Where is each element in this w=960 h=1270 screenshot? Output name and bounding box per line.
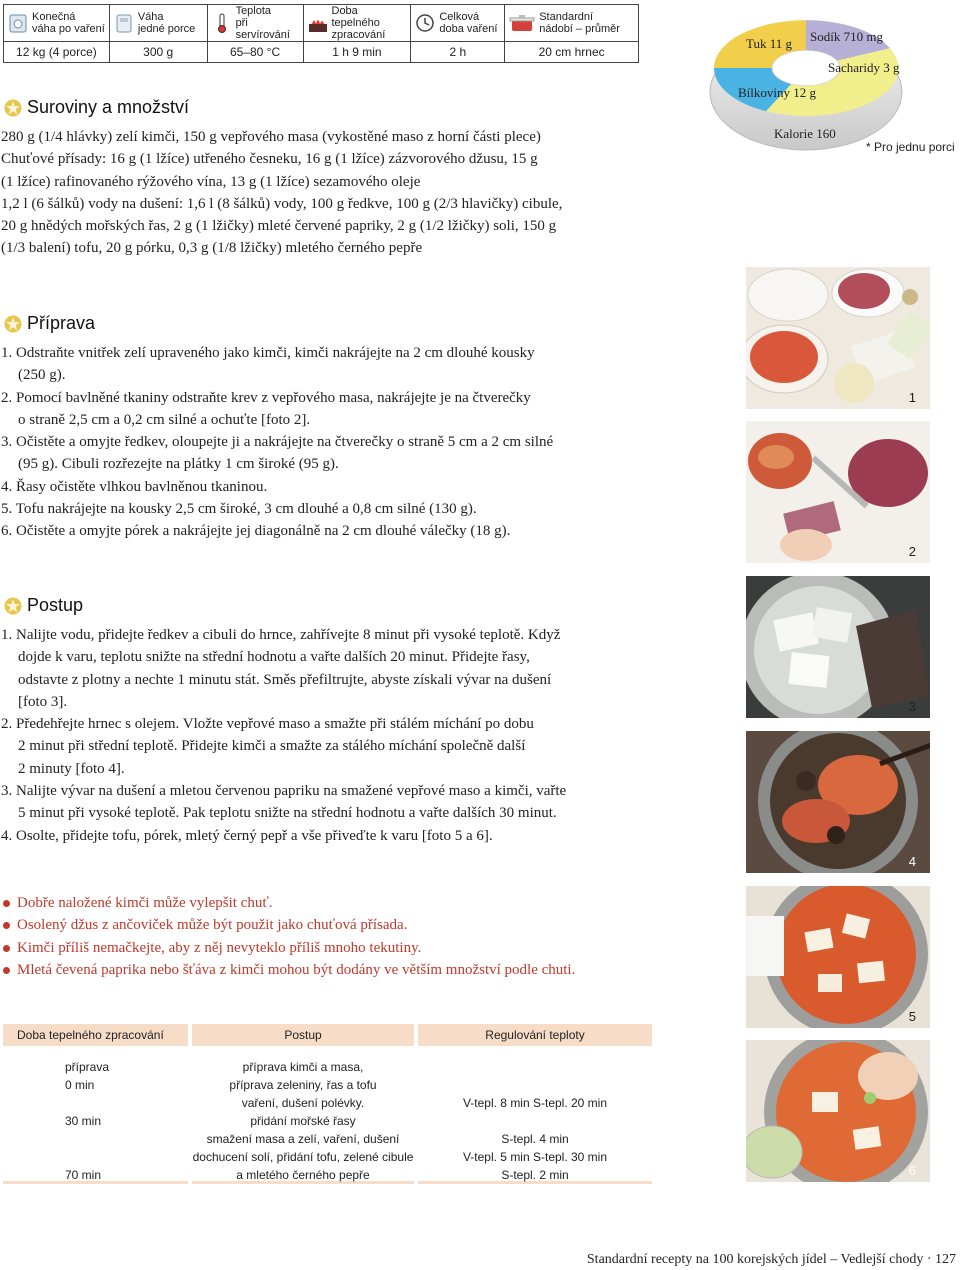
step-first-line: 5. Tofu nakrájejte na kousky 2,5 cm široké, 3 cm dlouhé a 0,8 cm silné (130 g). (1, 501, 477, 518)
procedure-step (1, 624, 656, 713)
info-header-cell (303, 5, 411, 42)
nutrition-carbs: Sacharidy 3 g (828, 60, 900, 75)
photo-number: 3 (908, 699, 916, 714)
photo-number: 4 (908, 854, 916, 869)
info-value-cell: 65–80 °C (207, 42, 303, 63)
ingredients-title: Suroviny a množství (27, 97, 190, 117)
ingredients-line: 1,2 l (6 šálků) vody na dušení: 1,6 l (8 šálků) vody, 100 g ředkve, 100 g (2/3 hlavičky) cibule, (1, 195, 563, 212)
procedure-steps (1, 624, 656, 847)
tip-item: Kimči příliš nemačkejte, aby z něj nevyteklo příliš mnoho tekutiny. (3, 937, 663, 959)
preparation-step (1, 387, 656, 432)
schedule-time-cell: 0 min (65, 1078, 95, 1092)
photo-number: 5 (908, 1009, 916, 1024)
tip-item: Dobře naložené kimči může vylepšit chuť. (3, 892, 663, 914)
info-label-line2: doba vaření (439, 23, 498, 35)
info-label-line2: váha po vaření (32, 23, 105, 35)
photo-2-cutting-pork (746, 421, 930, 563)
info-label-line2: jedné porce (137, 23, 196, 35)
info-label-line2: zpracování (331, 29, 386, 41)
flame-icon (308, 12, 328, 34)
ingredients-line: (1 lžíce) rafinovaného rýžového vína, 13 g (1 lžíce) sezamového oleje (1, 173, 421, 190)
ingredients-line: 20 g hnědých mořských řas, 2 g (1 lžičky) mleté červené papriky, 2 g (1/2 lžičky) soli, 150 g (1, 218, 557, 235)
info-value-cell: 300 g (109, 42, 207, 63)
ingredients-heading (4, 97, 189, 118)
info-header-cell (411, 5, 505, 42)
info-label-line1: Standardní (539, 11, 594, 23)
step-continuation-line: 5 minut při vysoké teplotě. Pak teplotu snižte na střední hodnotu a vařte dalších 30 minut. (18, 805, 557, 822)
schedule-header-steps: Postup (192, 1024, 414, 1046)
photo-number: 6 (908, 1163, 916, 1178)
step-continuation-line: 2 minut při střední teplotě. Přidejte kimči a smažte za stálého míchání společně další (18, 738, 526, 755)
schedule-col-temp (418, 1024, 652, 1184)
step-first-line: 2. Pomocí bavlněné tkaniny odstraňte krev z vepřového masa, nakrájejte je na čtverečky (1, 389, 531, 406)
preparation-title: Příprava (27, 313, 96, 333)
nutrition-protein: Bílkoviny 12 g (738, 85, 817, 100)
schedule-header-time: Doba tepelného zpracování (3, 1024, 188, 1046)
preparation-step (1, 431, 656, 476)
info-label-line1: Doba tepelného (331, 5, 380, 29)
info-label-line1: Váha (137, 11, 164, 23)
ingredients-line: 280 g (1/4 hlávky) zelí kimči, 150 g vepřového masa (vykostěné maso z horní části plece) (1, 129, 541, 145)
step-first-line: 1. Nalijte vodu, přidejte ředkev a cibuli do hrnce, zahřívejte 8 minut při vysoké teplotě. Když (1, 627, 561, 643)
schedule-temp-cell: S-tepl. 2 min (501, 1168, 569, 1182)
photo-number: 2 (908, 544, 916, 559)
preparation-step (1, 498, 656, 520)
procedure-title: Postup (27, 595, 84, 615)
photo-3-broth (746, 576, 930, 718)
photo-6-adding-leek (746, 1040, 930, 1182)
info-label-line1: Teplota (235, 5, 272, 17)
nutrition-fat: Tuk 11 g (746, 36, 793, 51)
info-value-cell: 2 h (411, 42, 505, 63)
step-first-line: 6. Očistěte a omyjte pórek a nakrájejte jej diagonálně na 2 cm dlouhé válečky (18 g). (1, 523, 511, 540)
step-first-line: 2. Předehřejte hrnec s olejem. Vložte vepřové maso a smažte při stálém míchání po dobu (1, 716, 534, 733)
tips-list (3, 892, 663, 981)
flower-bullet-icon (4, 597, 22, 615)
step-continuation-line: odstavte z plotny a nechte 1 minutu stát. Směs přefiltrujte, abyste získali vývar na dušení (18, 671, 552, 688)
schedule-time-cell: příprava (65, 1060, 110, 1074)
preparation-heading (4, 313, 95, 334)
photo-1-ingredients (746, 267, 930, 409)
schedule-step-cell: vaření, dušení polévky. (241, 1096, 365, 1110)
nutrition-calories: Kalorie 160 (774, 126, 836, 141)
procedure-heading (4, 595, 83, 616)
schedule-step-cell: přidání mořské řasy (250, 1114, 356, 1128)
schedule-col-steps (192, 1024, 414, 1184)
schedule-step-cell: a mletého černého pepře (236, 1168, 370, 1182)
ingredients-text (1, 126, 656, 260)
info-header-cell (505, 5, 639, 42)
preparation-step (1, 520, 656, 542)
schedule-step-cell: příprava zeleniny, řas a tofu (229, 1078, 377, 1092)
tip-item: Mletá čevená paprika nebo šťáva z kimči mohou být dodány ve větším množství podle chuti. (3, 959, 663, 981)
step-first-line: 4. Řasy očistěte vlhkou bavlněnou tkaninou. (1, 478, 268, 495)
cooking-schedule-table (3, 1024, 652, 1184)
info-header-cell (207, 5, 303, 42)
step-first-line: 1. Odstraňte vnitřek zelí upraveného jako kimči, kimči nakrájejte na 2 cm dlouhé kousky (1, 345, 535, 361)
preparation-steps (1, 342, 656, 543)
per-portion-note: * Pro jednu porci (866, 140, 955, 154)
tip-item: Osolený džus z ančoviček může být použit jako chuťová přísada. (3, 914, 663, 936)
info-label-line2: nádobí – průměr (539, 23, 620, 35)
flower-bullet-icon (4, 315, 22, 333)
schedule-time-cell: 70 min (65, 1168, 102, 1182)
step-first-line: 3. Nalijte vývar na dušení a mletou červenou papriku na smažené vepřové maso a kimči, vařte (1, 783, 567, 800)
photo-4-frying (746, 731, 930, 873)
preparation-step (1, 476, 656, 498)
schedule-time-cell: 30 min (65, 1114, 102, 1128)
ingredients-line: (1/3 balení) tofu, 20 g pórku, 0,3 g (1/8 lžičky) mletého černého pepře (1, 240, 423, 257)
clock-icon (415, 12, 435, 34)
step-continuation-line: dojde k varu, teplotu snižte na střední hodnotu a vařte dalších 20 minut. Přidejte řasy, (18, 649, 530, 666)
info-label-line2: při servírování (235, 17, 290, 41)
procedure-step (1, 713, 656, 780)
step-first-line: 3. Očistěte a omyjte ředkev, oloupejte ji a nakrájejte na čtverečky o straně 5 cm a 2 cm silné (1, 434, 554, 451)
scale-icon (8, 12, 28, 34)
step-continuation-line: 2 minuty [foto 4]. (18, 760, 125, 777)
thermometer-icon (212, 12, 232, 34)
info-header-cell (109, 5, 207, 42)
step-continuation-line: (95 g). Cibuli rozřezejte na plátky 1 cm široké (95 g). (18, 456, 339, 473)
procedure-step (1, 825, 656, 847)
schedule-step-cell: příprava kimči a masa, (242, 1060, 364, 1074)
step-continuation-line: (250 g). (18, 367, 66, 384)
info-table-value-row (4, 42, 639, 63)
info-value-cell: 1 h 9 min (303, 42, 411, 63)
schedule-header-temp: Regulování teploty (418, 1024, 652, 1046)
schedule-step-cell: smažení masa a zelí, vaření, dušení (206, 1132, 400, 1146)
schedule-col-time (3, 1024, 188, 1184)
step-first-line: 4. Osolte, přidejte tofu, pórek, mletý černý pepř a vše přiveďte k varu [foto 5 a 6]. (1, 827, 493, 844)
schedule-temp-cell: V-tepl. 5 min S-tepl. 30 min (462, 1150, 608, 1164)
schedule-step-cell: dochucení solí, přidání tofu, zelené cibule (192, 1150, 414, 1164)
info-value-cell: 20 cm hrnec (505, 42, 639, 63)
nutrition-sodium: Sodík 710 mg (810, 29, 883, 44)
recipe-info-table (3, 4, 639, 63)
ingredients-line: Chuťové přísady: 16 g (1 lžíce) utřeného česneku, 16 g (1 lžíce) zázvorového džusu, 15 g (1, 151, 538, 168)
portion-icon (114, 12, 134, 34)
pot-icon (509, 12, 535, 34)
info-label-line1: Konečná (32, 11, 76, 23)
photo-5-tofu (746, 886, 930, 1028)
step-continuation-line: o straně 2,5 cm a 0,2 cm silné a ochuťte [foto 2]. (18, 411, 311, 428)
photo-number: 1 (908, 390, 916, 405)
info-table-header-row (4, 5, 639, 42)
info-value-cell: 12 kg (4 porce) (4, 42, 110, 63)
preparation-step (1, 342, 656, 387)
info-label-line1: Celková (439, 11, 480, 23)
nutrition-chart (706, 10, 906, 160)
flower-bullet-icon (4, 99, 22, 117)
schedule-temp-cell: V-tepl. 8 min S-tepl. 20 min (462, 1096, 608, 1110)
info-header-cell (4, 5, 110, 42)
schedule-temp-cell: S-tepl. 4 min (501, 1132, 569, 1146)
procedure-step (1, 780, 656, 825)
step-continuation-line: [foto 3]. (18, 693, 68, 710)
page-footer: Standardní recepty na 100 korejských jídel – Vedlejší chody · 127 (586, 1252, 956, 1267)
